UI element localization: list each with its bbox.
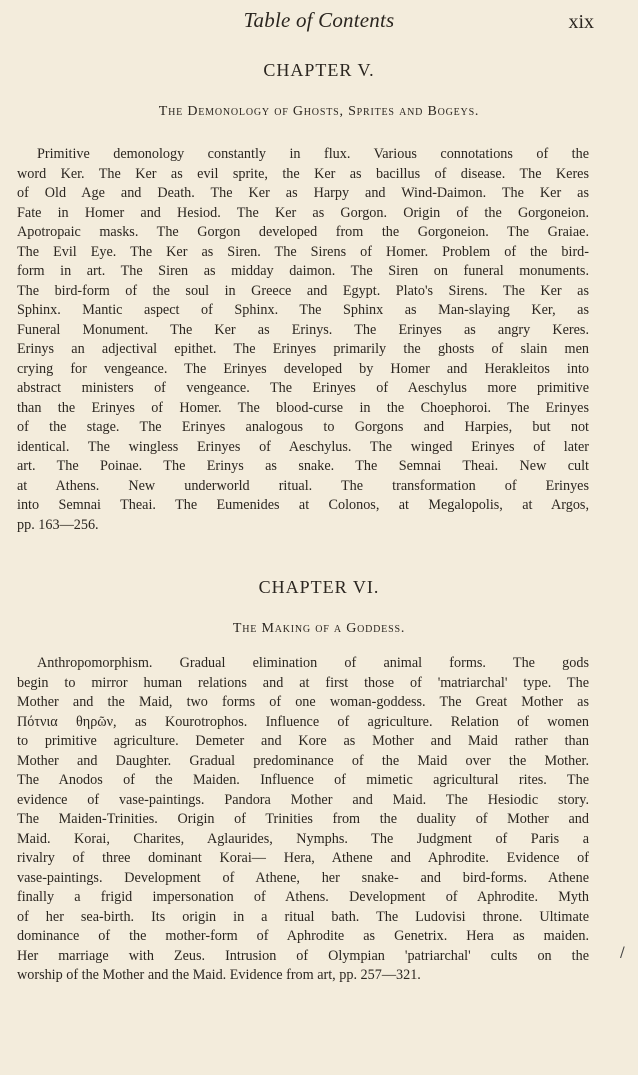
chapter-6-subtitle: The Making of a Goddess.: [232, 621, 406, 636]
synopsis-line: Sphinx. Mantic aspect of Sphinx. The Sphinx as Man-slaying Ker, as: [17, 302, 589, 318]
chapter-5-heading: CHAPTER V.: [263, 60, 375, 80]
synopsis-line: word Ker. The Ker as evil sprite, the Ker as bacillus of disease. The Keres: [17, 165, 589, 182]
synopsis-line: identical. The wingless Erinyes of Aeschylus. The winged Erinyes of later: [17, 438, 589, 455]
chapter-6-synopsis: [17, 654, 589, 986]
synopsis-line: rivalry of three dominant Korai— Hera, Athene and Aphrodite. Evidence of: [17, 850, 589, 866]
synopsis-line: The Anodos of the Maiden. Influence of mimetic agricultural rites. The: [17, 772, 589, 788]
synopsis-line: The bird-form of the soul in Greece and Egypt. Plato's Sirens. The Ker as: [17, 282, 589, 299]
chapter-6-heading: CHAPTER VI.: [258, 577, 380, 597]
page-number: xix: [568, 11, 594, 33]
synopsis-line: begin to mirror human relations and at first those of 'matriarchal' type. The: [17, 674, 589, 691]
synopsis-line: to primitive agriculture. Demeter and Kore as Mother and Maid rather than: [17, 733, 589, 749]
synopsis-line: dominance of the mother-form of Aphrodite as Genetrix. Hera as maiden.: [17, 928, 589, 944]
synopsis-line: The Evil Eye. The Ker as Siren. The Sirens of Homer. Problem of the bird-: [17, 243, 589, 260]
synopsis-line: art. The Poinae. The Erinys as snake. The Semnai Theai. New cult: [17, 458, 589, 474]
synopsis-line: at Athens. New underworld ritual. The transformation of Erinyes: [17, 477, 589, 494]
synopsis-line: worship of the Mother and the Maid. Evidence from art, pp. 257—321.: [17, 967, 421, 983]
synopsis-line: The Maiden-Trinities. Origin of Trinities from the duality of Mother and: [17, 811, 589, 827]
synopsis-line: Primitive demonology constantly in flux. Various connotations of the: [37, 146, 589, 162]
synopsis-line: of her sea-birth. Its origin in a ritual bath. The Ludovisi throne. Ultimate: [17, 908, 589, 925]
synopsis-line: Funeral Monument. The Ker as Erinys. The Erinyes as angry Keres.: [17, 321, 589, 338]
synopsis-line: crying for vengeance. The Erinyes developed by Homer and Herakleitos into: [17, 360, 589, 377]
synopsis-line: Erinys an adjectival epithet. The Erinyes primarily the ghosts of slain men: [17, 341, 589, 357]
synopsis-line: than the Erinyes of Homer. The blood-curse in the Choephoroi. The Erinyes: [17, 399, 589, 416]
synopsis-line: finally a frigid impersonation of Athens. Development of Aphrodite. Myth: [17, 889, 589, 905]
synopsis-line: Anthropomorphism. Gradual elimination of animal forms. The gods: [37, 655, 589, 671]
margin-tick-mark: /: [620, 945, 625, 961]
chapter-5-synopsis: [17, 145, 589, 535]
synopsis-line: Maid. Korai, Charites, Aglaurides, Nymphs. The Judgment of Paris a: [17, 830, 589, 847]
synopsis-line: Apotropaic masks. The Gorgon developed from the Gorgoneion. The Graiae.: [17, 224, 589, 240]
synopsis-line: form in art. The Siren as midday daimon. The Siren on funeral monuments.: [17, 263, 589, 279]
synopsis-line: evidence of vase-paintings. Pandora Mother and Maid. The Hesiodic story.: [17, 791, 589, 808]
synopsis-line: Her marriage with Zeus. Intrusion of Olympian 'patriarchal' cults on the: [17, 947, 589, 964]
synopsis-line: pp. 163—256.: [17, 516, 99, 533]
synopsis-line: of the stage. The Erinyes analogous to Gorgons and Harpies, but not: [17, 419, 589, 435]
synopsis-line: Mother and the Maid, two forms of one woman-goddess. The Great Mother as: [17, 694, 589, 710]
synopsis-line: vase-paintings. Development of Athene, her snake- and bird-forms. Athene: [17, 869, 589, 886]
running-header-title: Table of Contents: [243, 8, 395, 32]
chapter-5-subtitle: The Demonology of Ghosts, Sprites and Bogeys.: [158, 104, 480, 119]
synopsis-line: into Semnai Theai. The Eumenides at Colonos, at Megalopolis, at Argos,: [17, 497, 589, 513]
synopsis-line: Fate in Homer and Hesiod. The Ker as Gorgon. Origin of the Gorgoneion.: [17, 204, 589, 221]
synopsis-line: Πότνια θηρῶν, as Kourotrophos. Influence of agriculture. Relation of women: [17, 713, 589, 730]
synopsis-line: abstract ministers of vengeance. The Erinyes of Aeschylus more primitive: [17, 380, 589, 396]
synopsis-line: Mother and Daughter. Gradual predominance of the Maid over the Mother.: [17, 752, 589, 769]
synopsis-line: of Old Age and Death. The Ker as Harpy and Wind-Daimon. The Ker as: [17, 185, 589, 201]
